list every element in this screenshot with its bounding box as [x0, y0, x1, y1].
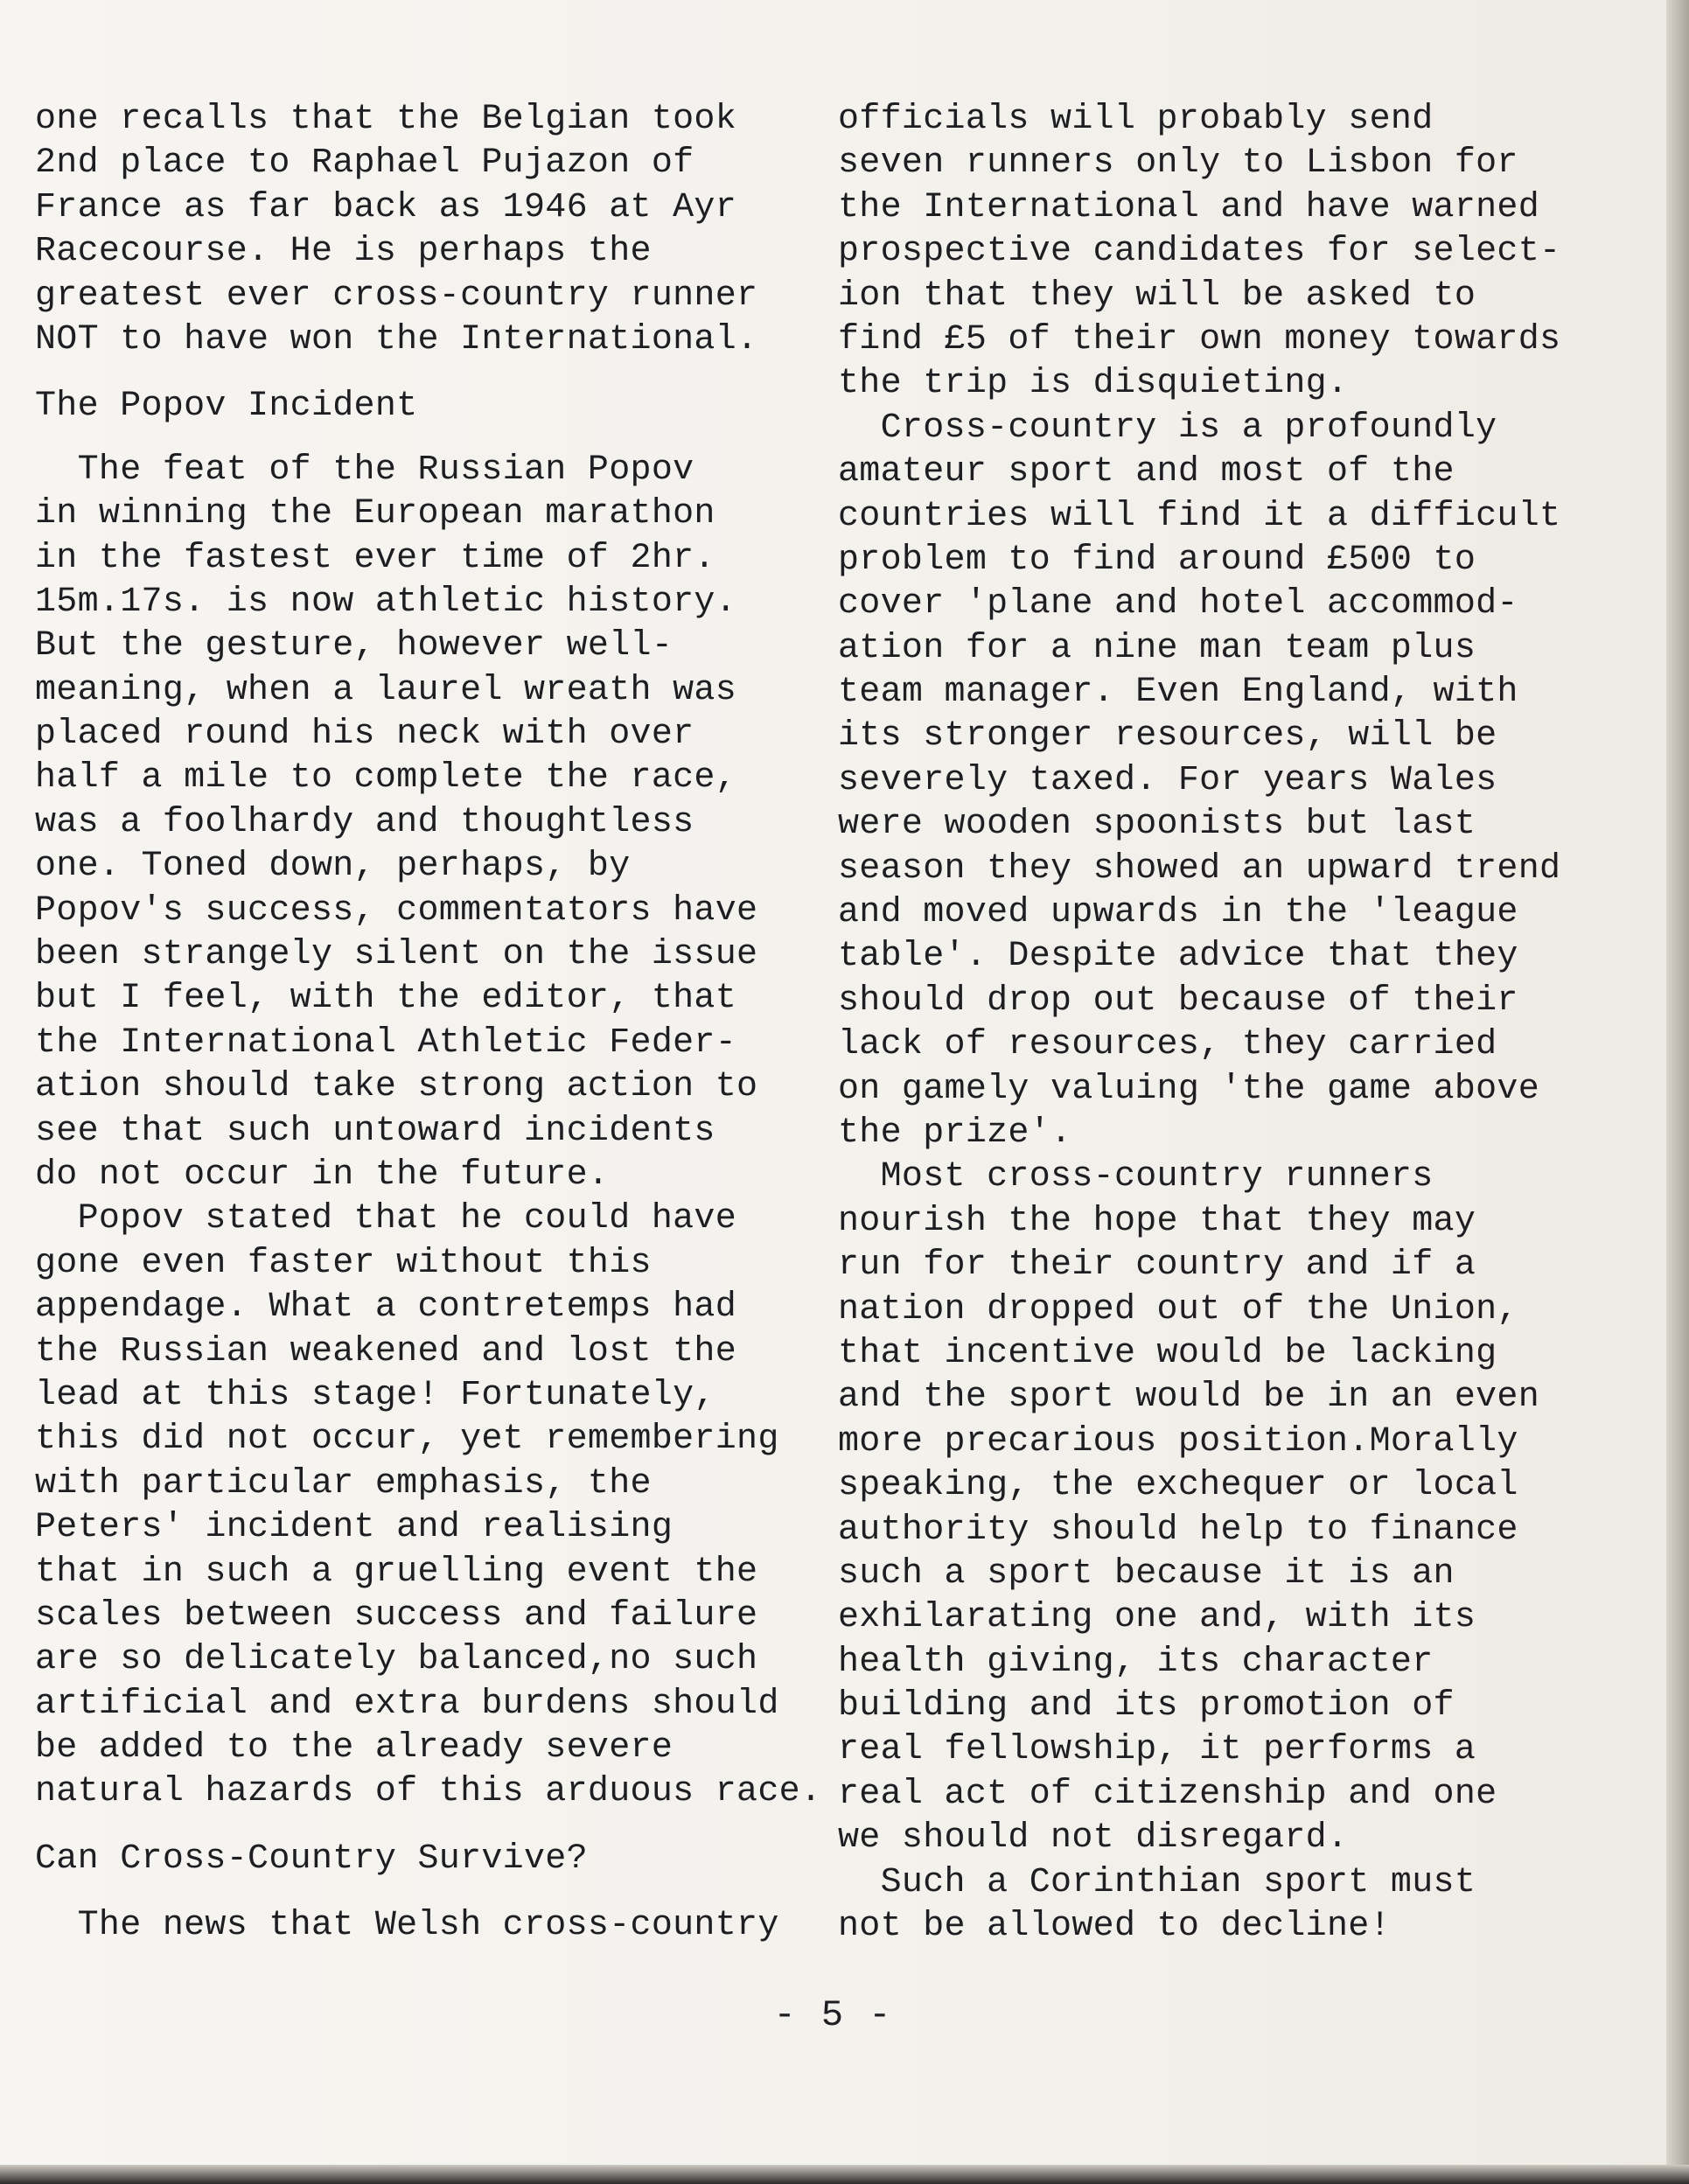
text-line: cover 'plane and hotel accommod- [838, 584, 1518, 624]
text-line: been strangely silent on the issue [35, 935, 758, 975]
text-line: France as far back as 1946 at Ayr [35, 187, 737, 227]
text-line: was a foolhardy and thoughtless [35, 802, 694, 842]
text-line: run for their country and if a [838, 1246, 1476, 1286]
text-line: see that such untoward incidents [35, 1111, 715, 1151]
text-line: exhilarating one and, with its [838, 1598, 1476, 1638]
text-line: should drop out because of their [838, 980, 1518, 1021]
page-bottom-shadow [0, 2165, 1689, 2184]
text-line: seven runners only to Lisbon for [838, 143, 1518, 184]
heading-can-cross-country-survive: Can Cross-Country Survive? [35, 1839, 588, 1879]
text-line: gone even faster without this [35, 1243, 652, 1283]
right-column [838, 98, 1625, 1949]
text-line: were wooden spoonists but last [838, 805, 1476, 845]
text-line: and moved upwards in the 'league [838, 893, 1518, 933]
text-line: nation dropped out of the Union, [838, 1289, 1518, 1329]
paragraph-welsh-news [35, 1904, 840, 1948]
text-line: placed round his neck with over [35, 715, 694, 755]
text-line: problem to find around £500 to [838, 540, 1476, 580]
heading-popov-incident: The Popov Incident [35, 387, 418, 427]
text-line: in the fastest ever time of 2hr. [35, 538, 715, 578]
text-line: 2nd place to Raphael Pujazon of [35, 143, 694, 184]
paragraph-popov-stated [35, 1197, 840, 1814]
text-line: ation for a nine man team plus [838, 628, 1476, 668]
text-line: the trip is disquieting. [838, 364, 1349, 404]
text-line: greatest ever cross-country runner [35, 276, 758, 316]
text-line: health giving, its character [838, 1642, 1434, 1682]
text-line: severely taxed. For years Wales [838, 760, 1497, 800]
text-line: and the sport would be in an even [838, 1378, 1540, 1418]
text-line: that incentive would be lacking [838, 1333, 1497, 1373]
text-line: one. Toned down, perhaps, by [35, 847, 631, 887]
text-line: NOT to have won the International. [35, 319, 758, 359]
text-line: speaking, the exchequer or local [838, 1466, 1518, 1506]
text-line: Cross-country is a profoundly [838, 408, 1497, 448]
text-line: natural hazards of this arduous race. [35, 1772, 822, 1812]
text-line: appendage. What a contretemps had [35, 1287, 737, 1328]
text-line: Popov's success, commentators have [35, 890, 758, 931]
text-line: ion that they will be asked to [838, 276, 1476, 316]
page-edge-shadow [1666, 0, 1689, 2184]
text-line: The news that Welsh cross-country [35, 1906, 779, 1946]
text-line: Peters' incident and realising [35, 1508, 674, 1548]
text-line: ation should take strong action to [35, 1067, 758, 1107]
text-line: this did not occur, yet remembering [35, 1420, 779, 1460]
text-line: 15m.17s. is now athletic history. [35, 582, 737, 622]
text-line: But the gesture, however well- [35, 626, 674, 666]
text-line: authority should help to finance [838, 1510, 1518, 1550]
text-line: with particular emphasis, the [35, 1463, 652, 1504]
text-line: lead at this stage! Fortunately, [35, 1375, 715, 1415]
text-line: lack of resources, they carried [838, 1025, 1497, 1065]
text-line: that in such a gruelling event the [35, 1552, 758, 1592]
text-line: building and its promotion of [838, 1686, 1455, 1727]
text-line: Racecourse. He is perhaps the [35, 232, 652, 272]
text-line: Most cross-country runners [838, 1157, 1434, 1197]
text-line: but I feel, with the editor, that [35, 979, 737, 1019]
paragraph-belgian [35, 98, 840, 362]
text-line: team manager. Even England, with [838, 673, 1518, 713]
text-line: season they showed an upward trend [838, 848, 1561, 889]
text-line: the Russian weakened and lost the [35, 1331, 737, 1371]
text-line: countries will find it a difficult [838, 496, 1561, 536]
text-line: in winning the European marathon [35, 494, 715, 534]
text-line: the International and have warned [838, 187, 1540, 227]
left-column [35, 98, 840, 1949]
paragraph-right-column [838, 98, 1625, 1949]
text-line: table'. Despite advice that they [838, 937, 1518, 977]
text-line: more precarious position.Morally [838, 1421, 1518, 1462]
text-line: meaning, when a laurel wreath was [35, 670, 737, 710]
text-line: the International Athletic Feder- [35, 1022, 737, 1063]
text-line: the prize'. [838, 1113, 1072, 1153]
text-line: nourish the hope that they may [838, 1201, 1476, 1241]
text-line: not be allowed to decline! [838, 1907, 1391, 1947]
text-line: amateur sport and most of the [838, 452, 1455, 492]
text-line: The feat of the Russian Popov [35, 450, 694, 490]
text-line: are so delicately balanced,no such [35, 1640, 758, 1680]
text-line: we should not disregard. [838, 1818, 1349, 1859]
text-line: Such a Corinthian sport must [838, 1862, 1476, 1902]
text-line: half a mile to complete the race, [35, 758, 737, 799]
text-line: find £5 of their own money towards [838, 319, 1561, 359]
text-line: do not occur in the future. [35, 1155, 610, 1195]
text-line: its stronger resources, will be [838, 716, 1497, 757]
paragraph-popov-feat [35, 449, 840, 1198]
text-line: such a sport because it is an [838, 1553, 1455, 1594]
text-line: prospective candidates for select- [838, 232, 1561, 272]
text-line: real fellowship, it performs a [838, 1730, 1476, 1770]
text-line: artificial and extra burdens should [35, 1684, 779, 1724]
text-line: real act of citizenship and one [838, 1774, 1497, 1814]
text-line: one recalls that the Belgian took [35, 100, 737, 139]
text-line: be added to the already severe [35, 1728, 674, 1769]
text-line: officials will probably send [838, 100, 1434, 139]
text-line: scales between success and failure [35, 1595, 758, 1636]
text-line: on gamely valuing 'the game above [838, 1069, 1540, 1109]
page-number: - 5 - [773, 1994, 893, 2036]
text-line: Popov stated that he could have [35, 1199, 737, 1239]
